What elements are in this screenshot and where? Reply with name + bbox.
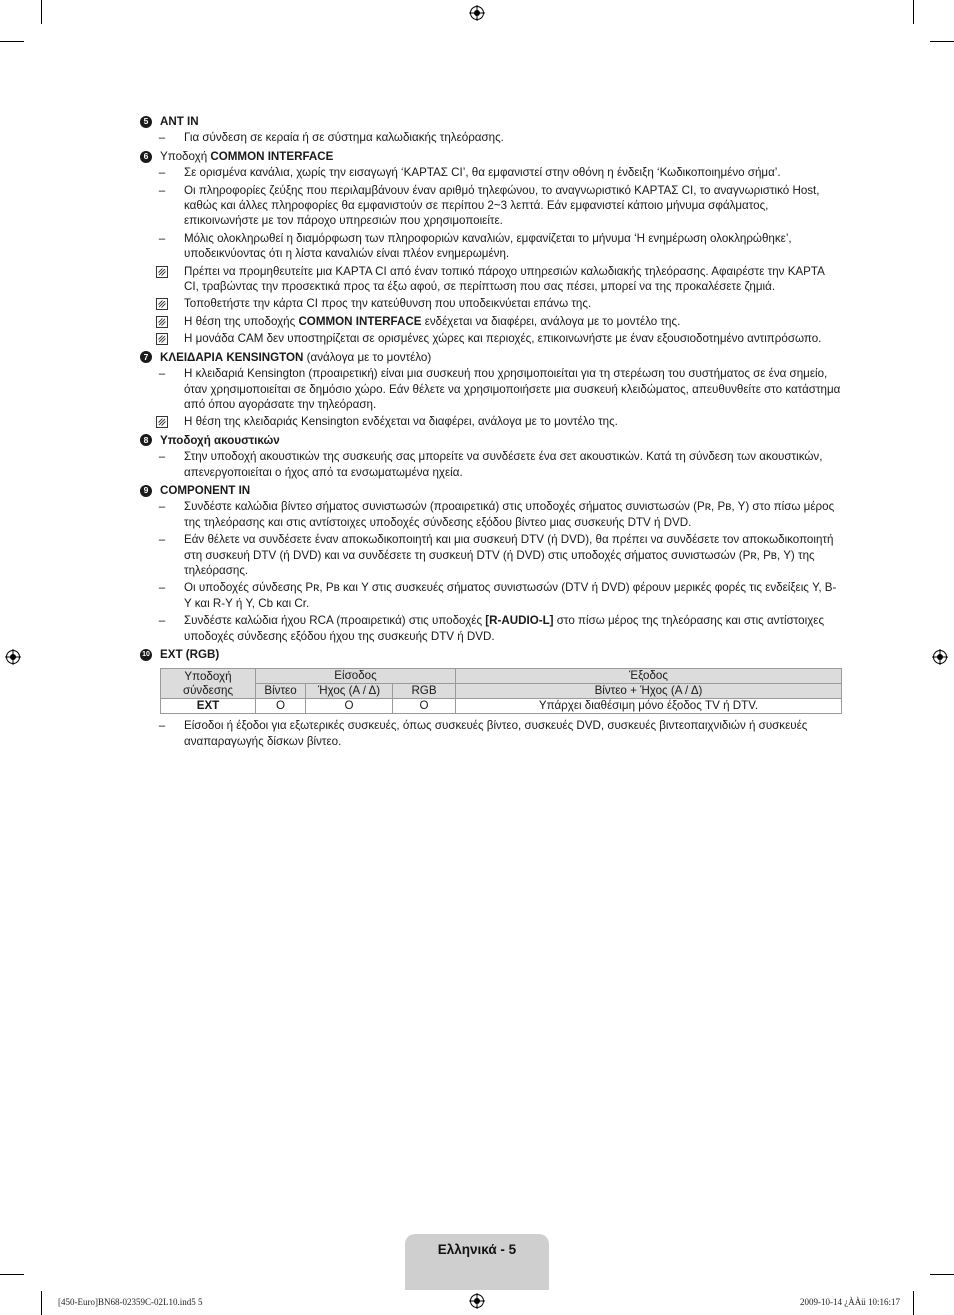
item-text: Στην υποδοχή ακουστικών της συσκευής σας μπορείτε να συνδέσετε ένα σετ ακουστικών. Κατά τη σύνδεση των ακουστικών, απενεργοποιείται ο ήχος από τα ενσωματωμένα ηχεία. xyxy=(184,450,823,479)
item-text xyxy=(184,613,842,644)
crop-mark xyxy=(913,1291,914,1315)
item-text-part: Η θέση της υποδοχής xyxy=(184,314,299,328)
table-header-row xyxy=(161,669,842,684)
note-icon xyxy=(140,414,184,429)
item-text-bold: [R-AUDIO-L] xyxy=(485,614,554,628)
dash-bullet: – xyxy=(158,367,166,381)
item-text: Πρέπει να προμηθευτείτε μια ΚΑΡΤΑ CI από έναν τοπικό πάροχο υπηρεσιών καλωδιακής τηλεόρασης. Αφαιρέστε την ΚΑΡΤΑ CI, τραβώντας την προσεκτικά προς τα έξω αφού, σε περίπτωση που σας πέσει, μπορεί να της προκαλέσετε ζημιά. xyxy=(184,264,825,294)
section-heading xyxy=(140,114,842,129)
section-title: COMPONENT IN xyxy=(160,483,251,497)
dash-item xyxy=(140,499,842,530)
registration-mark-icon xyxy=(932,649,948,665)
item-text-part: Συνδέστε καλώδια ήχου RCA (προαιρετικά) στις υποδοχές xyxy=(184,614,486,628)
section-title: Υποδοχή ακουστικών xyxy=(160,433,280,447)
note-icon xyxy=(140,296,184,311)
item-text-bold: COMMON INTERFACE xyxy=(298,314,422,328)
section-heading xyxy=(140,647,842,662)
item-text: Συνδέστε καλώδια βίντεο σήματος συνιστωσών (προαιρετικά) στις υποδοχές σήματος συνιστωσών (Pʀ, Pʙ, Y) στο πίσω μέρος της τηλεόρασης και στις αντίστοιχες υποδοχές σύνδεσης εξόδου βίντεο μιας συσκευής DTV ή DVD. xyxy=(184,500,835,529)
dash-bullet: – xyxy=(158,614,166,628)
item-text: Οι υποδοχές σύνδεσης Pʀ, Pʙ και Y στις συσκευές σήματος συνιστωσών (DTV ή DVD) φέρουν μερικές φορές τις ενδείξεις Y, B-Y και R-Y ή Y, Cb και Cr. xyxy=(184,581,837,610)
section-title: COMMON INTERFACE xyxy=(210,149,334,163)
ext-connection-table xyxy=(160,668,842,714)
note-item xyxy=(140,414,842,429)
dash-item xyxy=(140,580,842,611)
table-cell-video: O xyxy=(256,699,306,714)
crop-mark xyxy=(41,1291,42,1315)
section-title: EXT (RGB) xyxy=(160,648,220,661)
dash-bullet: – xyxy=(158,231,166,245)
crop-mark xyxy=(0,1274,24,1275)
item-text: Η μονάδα CAM δεν υποστηρίζεται σε ορισμένες χώρες και περιοχές, επικοινωνήστε με έναν εξουσιοδοτημένο αντιπρόσωπο. xyxy=(184,332,822,346)
section-number-badge: 6 xyxy=(140,151,152,163)
item-text: Για σύνδεση σε κεραία ή σε σύστημα καλωδιακής τηλεόρασης. xyxy=(184,131,504,145)
dash-item xyxy=(140,231,842,262)
table-header-input: Είσοδος xyxy=(256,669,456,684)
crop-mark xyxy=(913,0,914,24)
note-item xyxy=(140,296,842,311)
print-slug-left: [450-Euro]BN68-02359C-02L10.ind5 5 xyxy=(58,1297,203,1307)
table-cell-audio: O xyxy=(306,699,393,714)
section-heading xyxy=(140,149,842,164)
table-cell-rgb: O xyxy=(393,699,456,714)
dash-item xyxy=(140,532,842,578)
print-slug-right: 2009-10-14 ¿ÀÀü 10:16:17 xyxy=(800,1297,900,1307)
item-text-part: στο πίσω μέρος της τηλεόρασης και στις αντίστοιχες υποδοχές σύνδεσης εξόδου ήχου της συσκευής DTV ή DVD. xyxy=(184,614,825,643)
crop-mark xyxy=(930,41,954,42)
dash-bullet: – xyxy=(158,166,166,180)
item-text: Η θέση της κλειδαριάς Kensington ενδέχεται να διαφέρει, ανάλογα με το μοντέλο της. xyxy=(184,415,618,429)
section-number-badge: 9 xyxy=(140,485,152,497)
item-text: Εάν θέλετε να συνδέσετε έναν αποκωδικοποιητή και μια συσκευή DTV (ή DVD), θα πρέπει να συνδέσετε τον αποκωδικοποιητή στη συσκευή DTV (ή DVD) και να συνδέσετε τη συσκευή DTV (ή DVD) στις υποδοχές σήματος συνιστωσών (Pʀ, Pʙ, Y) της τηλεόρασης. xyxy=(184,533,834,577)
section-number-badge: 5 xyxy=(140,116,152,128)
page-number-label: Ελληνικά - 5 xyxy=(437,1242,517,1257)
dash-item xyxy=(140,613,842,644)
item-text-part: ενδέχεται να διαφέρει, ανάλογα με το μοντέλο της. xyxy=(421,314,681,328)
note-item xyxy=(140,314,842,329)
dash-item xyxy=(140,130,842,145)
dash-item xyxy=(140,449,842,480)
section-heading xyxy=(140,433,842,448)
crop-mark xyxy=(41,0,42,24)
dash-bullet: – xyxy=(158,500,166,514)
table-subheader-row xyxy=(161,684,842,699)
dash-bullet: – xyxy=(158,719,166,733)
dash-bullet: – xyxy=(158,581,166,595)
section-title-suffix: (ανάλογα με το μοντέλο) xyxy=(303,350,432,364)
section-number-badge: 7 xyxy=(140,351,152,363)
registration-mark-icon xyxy=(5,649,21,665)
section-number-badge: 8 xyxy=(140,434,152,446)
crop-mark xyxy=(930,1274,954,1275)
section-number-badge: 10 xyxy=(140,649,152,661)
table-cell-output: Υπάρχει διαθέσιμη μόνο έξοδος TV ή DTV. xyxy=(456,699,842,714)
table-row xyxy=(161,699,842,714)
section-title: ANT IN xyxy=(160,115,199,128)
item-text: Η κλειδαριά Kensington (προαιρετική) είναι μια συσκευή που χρησιμοποιείται για τη στερέωση του συστήματος σε ένα σημείο, όταν χρησιμοποιείται σε δημόσιο χώρο. Εάν θέλετε να χρησιμοποιήσετε μια συσκευή κλειδώματος, απευθυνθείτε στο κατάστημα από όπου αγοράσατε την τηλεόραση. xyxy=(184,367,841,411)
section-heading xyxy=(140,483,842,498)
table-subheader-rgb: RGB xyxy=(393,684,456,699)
dash-item xyxy=(140,366,842,412)
table-header-output: Έξοδος xyxy=(456,669,842,684)
section-title-prefix: Υποδοχή xyxy=(160,149,211,163)
item-text: Είσοδοι ή έξοδοι για εξωτερικές συσκευές, όπως συσκευές βίντεο, συσκευές DVD, συσκευές βιντεοπαιχνιδιών ή συσκευές αναπαραγωγής δίσκων βίντεο. xyxy=(184,719,808,748)
note-icon xyxy=(140,331,184,346)
dash-bullet: – xyxy=(158,533,166,547)
table-subheader-video: Βίντεο xyxy=(256,684,306,699)
item-text: Μόλις ολοκληρωθεί η διαμόρφωση των πληροφοριών καναλιών, εμφανίζεται το μήνυμα ‘Η ενημέρωση ολοκληρώθηκε’, υποδεικνύοντας ότι η λίστα καναλιών είναι πλέον ενημερωμένη. xyxy=(184,231,792,261)
item-text xyxy=(184,314,842,329)
dash-bullet: – xyxy=(158,183,166,197)
table-subheader-output: Βίντεο + Ήχος (Α / Δ) xyxy=(456,684,842,699)
dash-bullet: – xyxy=(158,131,166,145)
note-item xyxy=(140,331,842,346)
table-subheader-audio: Ήχος (Α / Δ) xyxy=(306,684,393,699)
note-icon xyxy=(140,314,184,329)
section-heading xyxy=(140,350,842,365)
item-text: Τοποθετήστε την κάρτα CI προς την κατεύθυνση που υποδεικνύεται επάνω της. xyxy=(184,297,592,311)
registration-mark-icon xyxy=(469,5,485,21)
dash-bullet: – xyxy=(158,450,166,464)
crop-mark xyxy=(0,41,24,42)
note-item xyxy=(140,264,842,295)
section-title: ΚΛΕΙΔΑΡΙΑ KENSINGTON xyxy=(160,350,304,364)
dash-item xyxy=(140,183,842,229)
note-icon xyxy=(140,264,184,295)
page-content xyxy=(140,111,842,751)
table-cell-connector: EXT xyxy=(161,699,256,714)
dash-item xyxy=(140,718,842,749)
item-text: Σε ορισμένα κανάλια, χωρίς την εισαγωγή ‘ΚΑΡΤΑΣ CI’, θα εμφανιστεί στην οθόνη η ένδειξη ‘Κωδικοποιημένο σήμα’. xyxy=(184,166,781,180)
dash-item xyxy=(140,165,842,180)
registration-mark-icon xyxy=(469,1293,485,1309)
table-header-connector: Υποδοχή σύνδεσης xyxy=(161,669,256,699)
item-text: Οι πληροφορίες ζεύξης που περιλαμβάνουν έναν αριθμό τηλεφώνου, το αναγνωριστικό ΚΑΡΤΑΣ CI, το αναγνωριστικό Host, καθώς και άλλες πληροφορίες θα εμφανιστούν σε περίπου 2~3 λεπτά. Εάν εμφανιστεί κάποιο μήνυμα σφάλματος, επικοινωνήστε με τον πάροχο υπηρεσιών που χρησιμοποιείτε. xyxy=(184,183,820,228)
